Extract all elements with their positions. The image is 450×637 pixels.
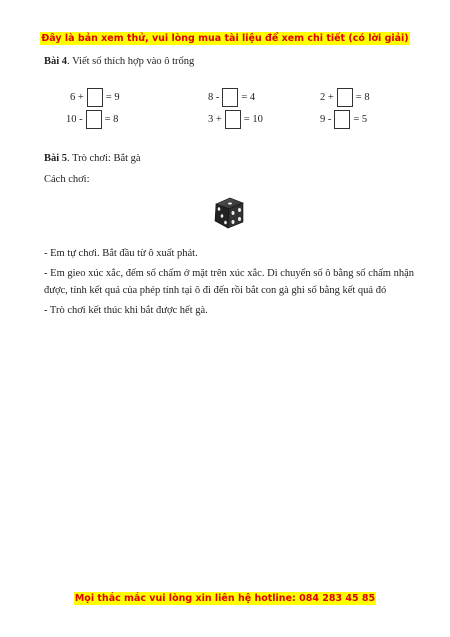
- bai4-item-left: 9 -: [320, 113, 332, 125]
- bai4-item-right: = 8: [355, 91, 370, 103]
- bai4-item-left: 8 -: [208, 91, 220, 103]
- answer-box[interactable]: [86, 110, 102, 129]
- dice-icon: [44, 195, 414, 231]
- bai4-item-left: 10 -: [66, 113, 83, 125]
- bai4-item-right: = 10: [243, 113, 263, 125]
- bai4-item: [208, 109, 263, 129]
- bai4-item: [70, 87, 120, 107]
- bai5-title: [44, 151, 414, 166]
- answer-box[interactable]: [334, 110, 350, 129]
- bai4-label: Bài 4: [44, 56, 68, 67]
- bai4-item-right: = 4: [241, 91, 256, 103]
- bai4-item-left: 3 +: [208, 113, 222, 125]
- bai5-step: - Em gieo xúc xắc, đếm số chấm ở mặt trên xúc xắc. Di chuyển số ô bằng số chấm nhận được, tính kết quả của phép tính tại ô đi đến rồi bắt con gà ghi số bằng kết quả đó: [44, 268, 414, 296]
- bai4-item: [66, 109, 118, 129]
- answer-box[interactable]: [87, 88, 103, 107]
- bai5-step: - Em tự chơi. Bắt đầu từ ô xuất phát.: [44, 248, 198, 259]
- bai4-item-left: 2 +: [320, 91, 334, 103]
- document-body: [44, 56, 414, 322]
- bai4-item: [320, 109, 367, 129]
- header-banner: [0, 28, 450, 46]
- bai4-item-right: = 8: [104, 113, 119, 125]
- answer-box[interactable]: [337, 88, 353, 107]
- bai4-exercise-grid: [44, 73, 414, 123]
- footer-banner: [0, 588, 450, 606]
- bai4-title: [44, 56, 414, 67]
- bai5-label: Bài 5: [44, 153, 68, 164]
- bai5-step: - Trò chơi kết thúc khi bắt được hết gà.: [44, 305, 208, 316]
- footer-banner-text: Mọi thắc mắc vui lòng xin liên hệ hotline: 084 283 45 85: [74, 593, 376, 604]
- bai5-section: [44, 151, 414, 319]
- bai4-item-left: 6 +: [70, 91, 84, 103]
- bai4-text: . Viết số thích hợp vào ô trống: [67, 56, 195, 67]
- answer-box[interactable]: [225, 110, 241, 129]
- bai4-item-right: = 9: [105, 91, 120, 103]
- answer-box[interactable]: [222, 88, 238, 107]
- bai5-how-label: Cách chơi:: [44, 174, 90, 185]
- dice-icon-svg: [210, 195, 248, 231]
- bai5-text: . Trò chơi: Bắt gà: [67, 153, 141, 164]
- bai4-item-right: = 5: [353, 113, 368, 125]
- header-banner-text: Đây là bản xem thử, vui lòng mua tài liệu để xem chi tiết (có lời giải): [41, 33, 409, 44]
- bai4-item: [320, 87, 370, 107]
- bai4-item: [208, 87, 255, 107]
